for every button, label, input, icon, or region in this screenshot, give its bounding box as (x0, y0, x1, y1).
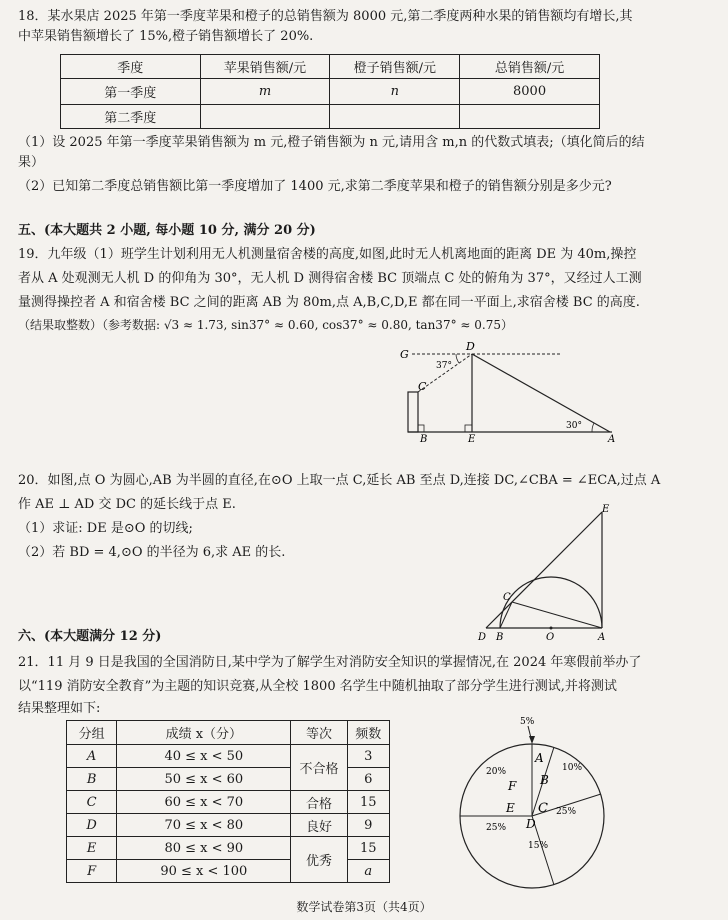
q21-cell-range: 80 ≤ x < 90 (117, 837, 291, 860)
q21-cell-range: 70 ≤ x < 80 (117, 814, 291, 837)
q18-cell-blank (330, 105, 460, 129)
section6-title: 六、(本大题满分 12 分) (18, 629, 162, 644)
q19-line1: 19．九年级（1）班学生计划利用无人机测量宿舍楼的高度,如图,此时无人机离地面的距离 DE 为 40m,操控 (18, 247, 637, 262)
q21-cell-range: 40 ≤ x < 50 (117, 745, 291, 768)
q18-part1-line1: （1）设 2025 年第一季度苹果销售额为 m 元,橙子销售额为 n 元,请用含 m,n 的代数式填表;（填化简后的结 (18, 135, 645, 150)
q21-cell-group: A (67, 745, 117, 768)
q18-cell: 8000 (460, 79, 600, 105)
q21-cell-group: B (67, 768, 117, 791)
q19-line2: 者从 A 处观测无人机 D 的仰角为 30°，无人机 D 测得宿舍楼 BC 顶端点 C 处的俯角为 37°，又经过人工测 (18, 271, 642, 286)
q21-header-grade: 等次 (291, 721, 347, 745)
q21-cell-range: 60 ≤ x < 70 (117, 791, 291, 814)
q18-cell: n (330, 79, 460, 105)
q21-pie-percent-A: 5% (520, 717, 535, 727)
q20-label-O: O (546, 632, 555, 643)
q19-label-D: D (466, 340, 475, 353)
q21-pie-label-C: C (538, 801, 548, 816)
q21-cell-grade: 合格 (291, 791, 347, 814)
q21-cell-frequency: 3 (347, 745, 389, 768)
section5-title: 五、(本大题共 2 小题, 每小题 10 分, 满分 20 分) (18, 223, 316, 238)
q21-pie-callout-arrow (529, 736, 535, 744)
q18-header-quarter: 季度 (61, 55, 201, 79)
q19-label-B: B (420, 434, 428, 444)
q21-cell-frequency: 9 (347, 814, 389, 837)
q21-cell-group: D (67, 814, 117, 837)
q21-pie-label-D: D (526, 817, 536, 831)
q19-segment-DA (472, 354, 610, 432)
q21-cell-frequency: 6 (347, 768, 389, 791)
q21-line2: 以“119 消防安全教育”为主题的知识竞赛,从全校 1800 名学生中随机抽取了部分学生进行测试,并将测试 (18, 679, 617, 694)
q20-figure (474, 504, 624, 644)
q18-cell: 第二季度 (61, 105, 201, 129)
q19-angle-30: 30° (566, 421, 582, 431)
q18-header-total: 总销售额/元 (460, 55, 600, 79)
q18-part2: （2）已知第二季度总销售额比第一季度增加了 1400 元,求第二季度苹果和橙子的销售额分别是多少元? (18, 179, 612, 194)
q21-cell-range: 50 ≤ x < 60 (117, 768, 291, 791)
q21-pie-percent-E: 25% (486, 823, 507, 833)
q19-figure (394, 340, 634, 444)
q21-cell-grade: 不合格 (291, 745, 347, 791)
q21-pie-label-A: A (535, 751, 544, 765)
q19-angle-arc-37 (456, 354, 459, 363)
q19-angle-37: 37° (436, 361, 452, 371)
q21-cell-frequency: a (347, 860, 389, 883)
q21-header-score: 成绩 x（分） (117, 721, 291, 745)
q19-right-angle-E (465, 425, 472, 432)
q18-cell-blank (200, 105, 330, 129)
q18-cell: 第一季度 (61, 79, 201, 105)
q21-pie-label-E: E (506, 801, 515, 815)
q21-pie-label-B: B (540, 773, 549, 787)
page-footer: 数学试卷第3页（共4页） (296, 900, 432, 914)
q20-part1: （1）求证: DE 是⊙O 的切线; (18, 521, 193, 536)
q21-pie-percent-B: 10% (562, 763, 583, 773)
q20-line2: 作 AE ⊥ AD 交 DC 的延长线于点 E. (18, 497, 236, 512)
q18-intro-line1: 18．某水果店 2025 年第一季度苹果和橙子的总销售额为 8000 元,第二季度两种水果的销售额均有增长,其 (18, 9, 633, 24)
q21-pie-percent-C: 25% (556, 807, 577, 817)
q19-label-A: A (608, 434, 616, 444)
q21-cell-grade: 良好 (291, 814, 347, 837)
q21-cell-frequency: 15 (347, 791, 389, 814)
q21-header-frequency: 频数 (347, 721, 389, 745)
q19-label-C: C (418, 380, 427, 393)
q21-line1: 21．11 月 9 日是我国的全国消防日,某中学为了解学生对消防安全知识的掌握情况,在 2024 年寒假前举办了 (18, 655, 642, 670)
q21-cell-group: C (67, 791, 117, 814)
q19-line3: 量测得操控者 A 和宿舍楼 BC 之间的距离 AB 为 80m,点 A,B,C,D,E 都在同一平面上,求宿舍楼 BC 的高度. (18, 295, 640, 310)
q20-line1: 20．如图,点 O 为圆心,AB 为半圆的直径,在⊙O 上取一点 C,延长 AB 至点 D,连接 DC,∠CBA = ∠ECA,过点 A (18, 473, 661, 488)
q21-cell-group: F (67, 860, 117, 883)
q18-table (60, 54, 600, 129)
q19-angle-arc-30 (592, 423, 594, 432)
q18-intro-line2: 中苹果销售额增长了 15%,橙子销售额增长了 20%. (18, 29, 314, 44)
q21-cell-frequency: 15 (347, 837, 389, 860)
q21-pie-percent-F: 20% (486, 767, 507, 777)
q19-label-G: G (400, 348, 409, 361)
q18-cell-blank (460, 105, 600, 129)
q21-cell-grade: 优秀 (291, 837, 347, 883)
q21-pie-label-F: F (508, 779, 517, 793)
q18-cell: m (200, 79, 330, 105)
q20-label-A: A (598, 632, 606, 643)
q19-line4: （结果取整数）（参考数据: √3 ≈ 1.73, sin37° ≈ 0.60, cos37° ≈ 0.80, tan37° ≈ 0.75） (18, 318, 513, 332)
q19-building (408, 392, 418, 432)
q18-header-apple: 苹果销售额/元 (200, 55, 330, 79)
q18-header-orange: 橙子销售额/元 (330, 55, 460, 79)
q21-cell-group: E (67, 837, 117, 860)
q20-chord-CA (512, 602, 602, 628)
q20-label-E: E (602, 504, 610, 515)
q20-label-C: C (503, 592, 511, 603)
q19-right-angle-B (418, 425, 424, 432)
q20-label-B: B (496, 632, 504, 643)
q21-cell-range: 90 ≤ x < 100 (117, 860, 291, 883)
q21-line3: 结果整理如下: (18, 701, 101, 716)
q21-table (66, 720, 390, 883)
q21-pie-chart (456, 712, 616, 892)
q19-label-E: E (468, 434, 476, 444)
q20-line-DE (486, 512, 602, 628)
q18-part1-line2: 果） (18, 155, 45, 170)
q20-label-D: D (478, 632, 487, 643)
q21-pie-percent-D: 15% (528, 841, 549, 851)
q20-part2: （2）若 BD = 4,⊙O 的半径为 6,求 AE 的长. (18, 545, 286, 560)
q21-header-group: 分组 (67, 721, 117, 745)
